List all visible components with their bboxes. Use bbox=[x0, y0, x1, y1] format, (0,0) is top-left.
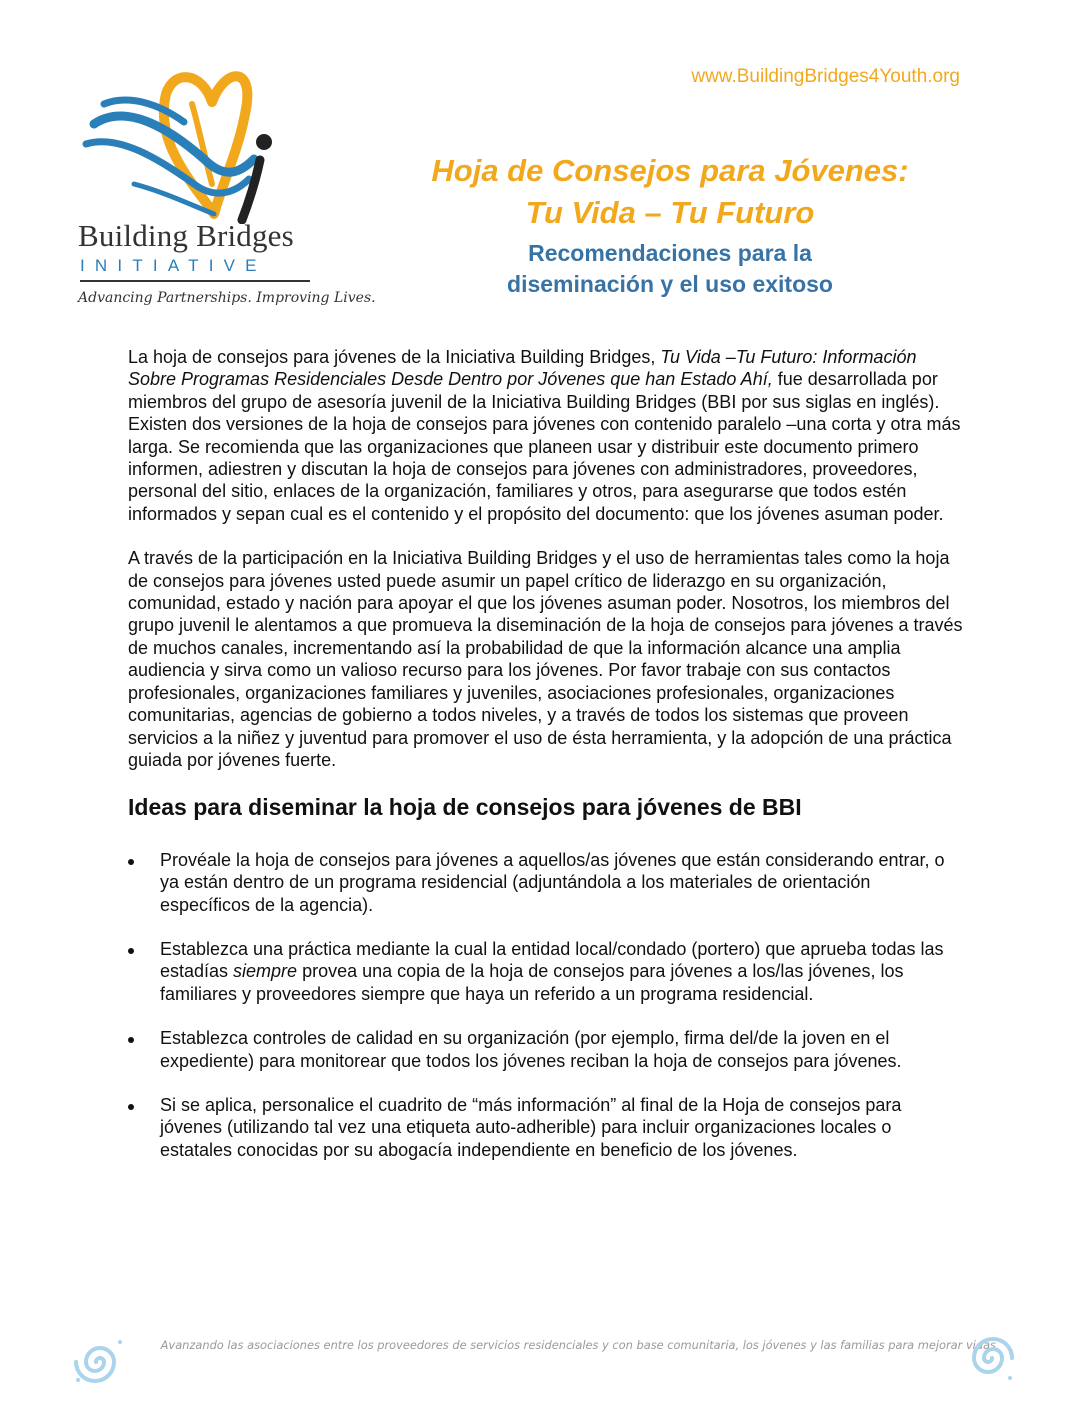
second-paragraph: A través de la participación en la Iniciativa Building Bridges y el uso de herramientas tales como la hoja de consejos para jóvenes usted puede asumir un papel crítico de liderazgo en su organización, comunidad, estado y nación para apoyar el que los jóvenes asuman poder. Nosotros, los miembros del grupo juvenil le alentamos a que promueva la diseminación de la hoja de consejos para jóvenes a través de muchos canales, incrementando así la probabilidad de que la información alcance una amplia audiencia y sirva como un valioso recurso para los jóvenes. Por favor trabaje con sus contactos profesionales, organizaciones familiares y juveniles, asociaciones profesionales, organizaciones comunitarias, agencias de gobierno a todos niveles, y a través de todos los sistemas que proveen servicios a la niñez y juventud para promover el uso de ésta herramienta, y la adopción de una práctica guiada por jóvenes fuerte. bbox=[128, 548, 963, 770]
website-url[interactable]: www.BuildingBridges4Youth.org bbox=[691, 66, 960, 87]
section-heading: Ideas para diseminar la hoja de consejos para jóvenes de BBI bbox=[128, 794, 802, 821]
subtitle-line1: Recomendaciones para la bbox=[528, 240, 812, 266]
list-item bbox=[128, 1027, 964, 1072]
bullet-icon bbox=[128, 859, 134, 865]
intro-paragraph bbox=[128, 346, 964, 525]
list-item-text: Establezca controles de calidad en su organización (por ejemplo, firma del/de la joven en el expediente) para monitorear que todos los jóvenes reciban la hoja de consejos para jóvenes. bbox=[160, 1028, 902, 1071]
title-block bbox=[400, 150, 940, 300]
bullet-icon bbox=[128, 1104, 134, 1110]
logo-tagline: Advancing Partnerships. Improving Lives. bbox=[78, 290, 376, 306]
list-item-emphasis: siempre bbox=[233, 961, 298, 982]
left-swirl-icon bbox=[70, 1332, 130, 1392]
page-title: Hoja de Consejos para Jóvenes: bbox=[431, 153, 909, 188]
building-bridges-logo bbox=[74, 64, 376, 318]
list-item bbox=[128, 1094, 964, 1161]
page-title-line2: Tu Vida – Tu Futuro bbox=[525, 195, 815, 230]
footer-tagline: Avanzando las asociaciones entre los proveedores de servicios residenciales y con base comunitaria, los jóvenes y las familias para mejorar vidas bbox=[160, 1338, 996, 1352]
list-item-text: Provéale la hoja de consejos para jóvenes a aquellos/as jóvenes que están considerando entrar, o ya están dentro de un programa residencial (adjuntándola a los materiales de orientación específicos de la agencia). bbox=[160, 849, 945, 915]
logo-initiative: INITIATIVE bbox=[80, 256, 267, 275]
list-item-text: Si se aplica, personalice el cuadrito de “más información” al final de la Hoja de consejos para jóvenes (utilizando tal vez una etiqueta auto-adherible) para incluir organizaciones locales o estatales conocidas por su abogacía independiente en beneficio de los jóvenes. bbox=[160, 1094, 902, 1160]
list-item bbox=[128, 938, 964, 1005]
main-content bbox=[128, 346, 964, 1183]
list-item-text: Establezca una práctica mediante la cual la entidad local/condado (portero) que aprueba todas las estadías bbox=[160, 938, 944, 982]
list-item bbox=[128, 849, 964, 916]
logo-name: Building Bridges bbox=[78, 218, 294, 253]
bullet-icon bbox=[128, 948, 134, 954]
intro-text-rest: fue desarrollada por miembros del grupo de asesoría juvenil de la Iniciativa Building Bridges (BBI por sus siglas en inglés). Existen dos versiones de la hoja de consejos para jóvenes con contenido paralelo –una corta y otra más larga. Se recomienda que las organizaciones que planeen usar y distribuir este documento primero informen, adiestren y discutan la hoja de consejos para jóvenes con administradores, proveedores, personal del sitio, enlaces de la organización, familiares y otros, para asegurarse que todos estén informados y sepan cual es el contenido y el propósito del documento: que los jóvenes asuman poder. bbox=[128, 369, 961, 524]
subtitle-line2: diseminación y el uso exitoso bbox=[507, 271, 833, 297]
page-subtitle bbox=[400, 238, 940, 300]
bullet-icon bbox=[128, 1037, 134, 1043]
page-footer bbox=[70, 1328, 1018, 1394]
intro-text: La hoja de consejos para jóvenes de la Iniciativa Building Bridges, bbox=[128, 347, 661, 367]
heart-butterfly-icon bbox=[74, 64, 324, 224]
logo-divider bbox=[80, 280, 310, 282]
ideas-list bbox=[128, 849, 964, 1161]
list-item-text-rest: provea una copia de la hoja de consejos para jóvenes a los/las jóvenes, los familiares y proveedores siempre que haya un referido a un programa residencial. bbox=[160, 961, 904, 1004]
intro-italic-title: Tu Vida –Tu Futuro: Información Sobre Programas Residenciales Desde Dentro por Jóvenes que han Estado Ahí, bbox=[128, 347, 917, 390]
right-swirl-icon bbox=[958, 1328, 1018, 1388]
